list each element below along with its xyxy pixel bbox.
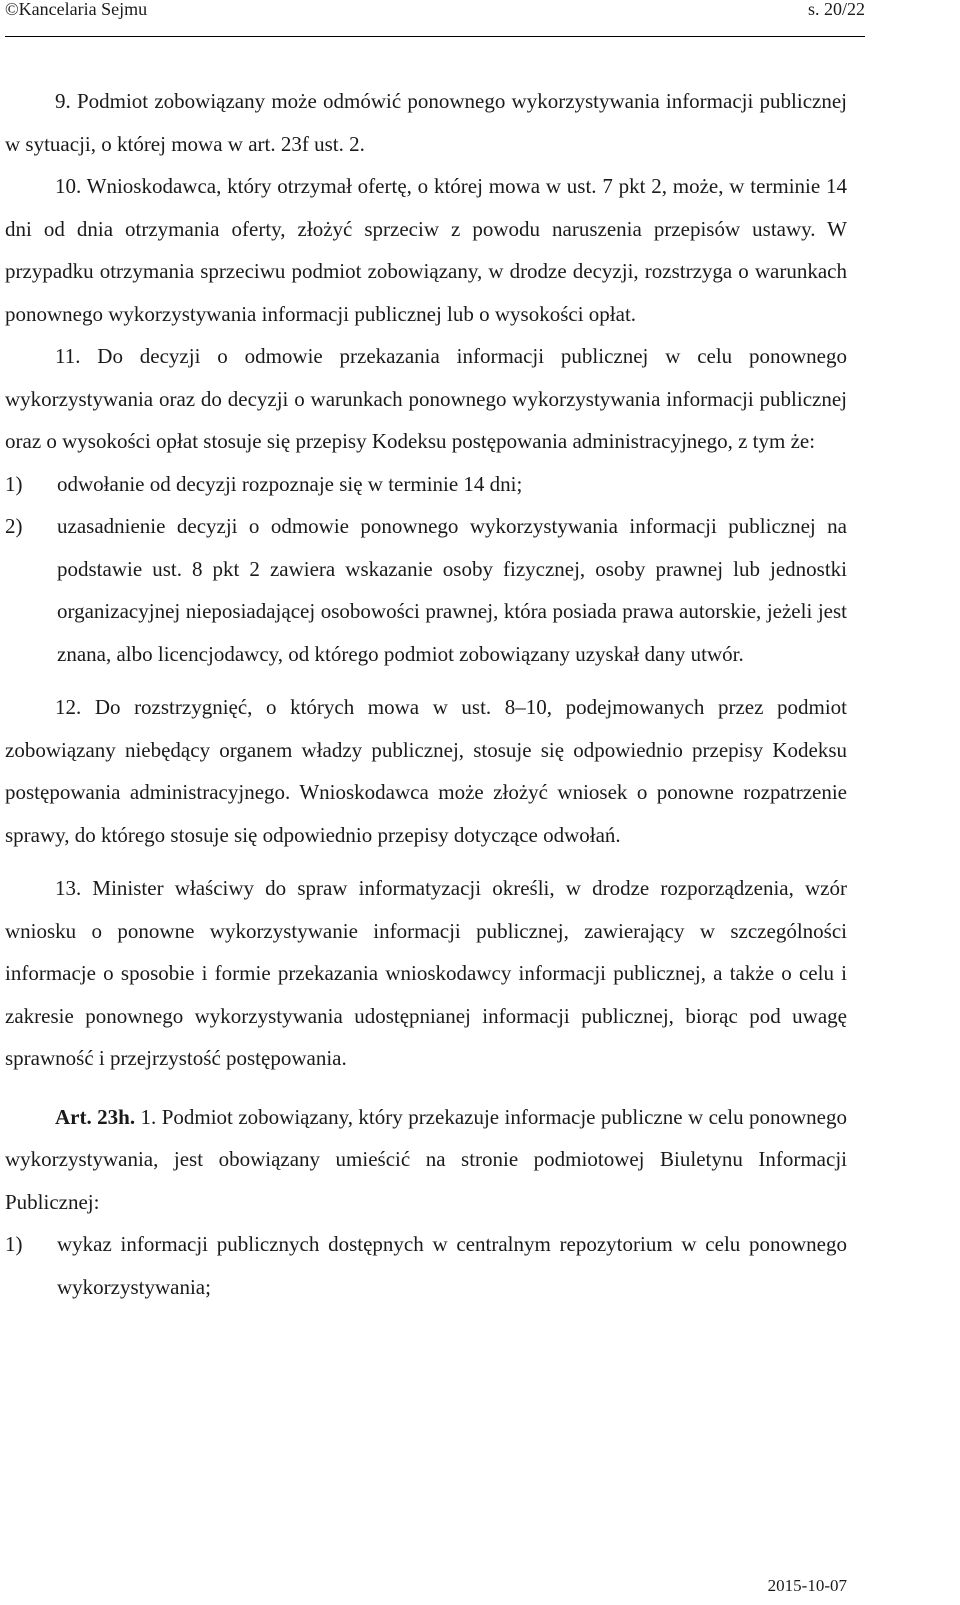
paragraph-12: 12. Do rozstrzygnięć, o których mowa w ust. 8–10, podejmowanych przez podmiot zobowiązany niebędący organem władzy publicznej, stosuje się odpowiednio przepisy Kodeksu postępowania administracyjnego. Wnioskodawca może złożyć wniosek o ponowne rozpatrzenie sprawy, do którego stosuje się odpowiednio przepisy dotyczące odwołań. (5, 695, 847, 847)
list-item (5, 463, 847, 506)
list-item (5, 505, 847, 675)
list-item-number: 1) (5, 471, 23, 496)
article-text: 1. Podmiot zobowiązany, który przekazuje informacje publiczne w celu ponownego wykorzystywania, jest obowiązany umieścić na stronie podmiotowej Biuletynu Informacji Publicznej: (5, 1104, 847, 1214)
article-23h (5, 1096, 847, 1224)
paragraph-9: 9. Podmiot zobowiązany może odmówić ponownego wykorzystywania informacji publicznej w sytuacji, o której mowa w art. 23f ust. 2. (5, 89, 847, 156)
paragraph-13: 13. Minister właściwy do spraw informatyzacji określi, w drodze rozporządzenia, wzór wniosku o ponowne wykorzystywanie informacji publicznej, zawierający w szczególności informacje o sposobie i formie przekazania wnioskodawcy informacji publicznej, a także o celu i zakresie ponownego wykorzystywania udostępnianej informacji publicznej, biorąc pod uwagę sprawność i przejrzystość postępowania. (5, 876, 847, 1070)
copyright-label: ©Kancelaria Sejmu (5, 0, 148, 19)
list-item-text: wykaz informacji publicznych dostępnych w centralnym repozytorium w celu ponownego wykorzystywania; (57, 1232, 847, 1299)
list-item-number: 1) (5, 1232, 23, 1256)
page-header (5, 0, 865, 37)
footer-date: 2015-10-07 (767, 1576, 847, 1595)
list-item-text: uzasadnienie decyzji o odmowie ponownego wykorzystywania informacji publicznej na podstawie ust. 8 pkt 2 zawiera wskazanie osoby fizycznej, osoby prawnej lub jednostki organizacyjnej nieposiadającej osobowości prawnej, która posiada prawa autorskie, jeżeli jest znana, albo licencjodawcy, od którego podmiot zobowiązany uzyskał dany utwór. (57, 514, 847, 666)
list-item-number: 2) (5, 514, 23, 538)
article-label: Art. 23h. (55, 1104, 136, 1129)
page-number: s. 20/22 (807, 0, 865, 19)
document-body (5, 80, 847, 1308)
paragraph-11: 11. Do decyzji o odmowie przekazania informacji publicznej w celu ponownego wykorzystywania oraz do decyzji o warunkach ponownego wykorzystywania informacji publicznej oraz o wysokości opłat stosuje się przepisy Kodeksu postępowania administracyjnego, z tym że: (5, 344, 847, 453)
list-item-text: odwołanie od decyzji rozpoznaje się w terminie 14 dni; (57, 471, 523, 496)
list-item (5, 1223, 847, 1308)
paragraph-10: 10. Wnioskodawca, który otrzymał ofertę, o której mowa w ust. 7 pkt 2, może, w terminie 14 dni od dnia otrzymania oferty, złożyć sprzeciw z powodu naruszenia przepisów ustawy. W przypadku otrzymania sprzeciwu podmiot zobowiązany, w drodze decyzji, rozstrzyga o warunkach ponownego wykorzystywania informacji publicznej lub o wysokości opłat. (5, 174, 847, 326)
